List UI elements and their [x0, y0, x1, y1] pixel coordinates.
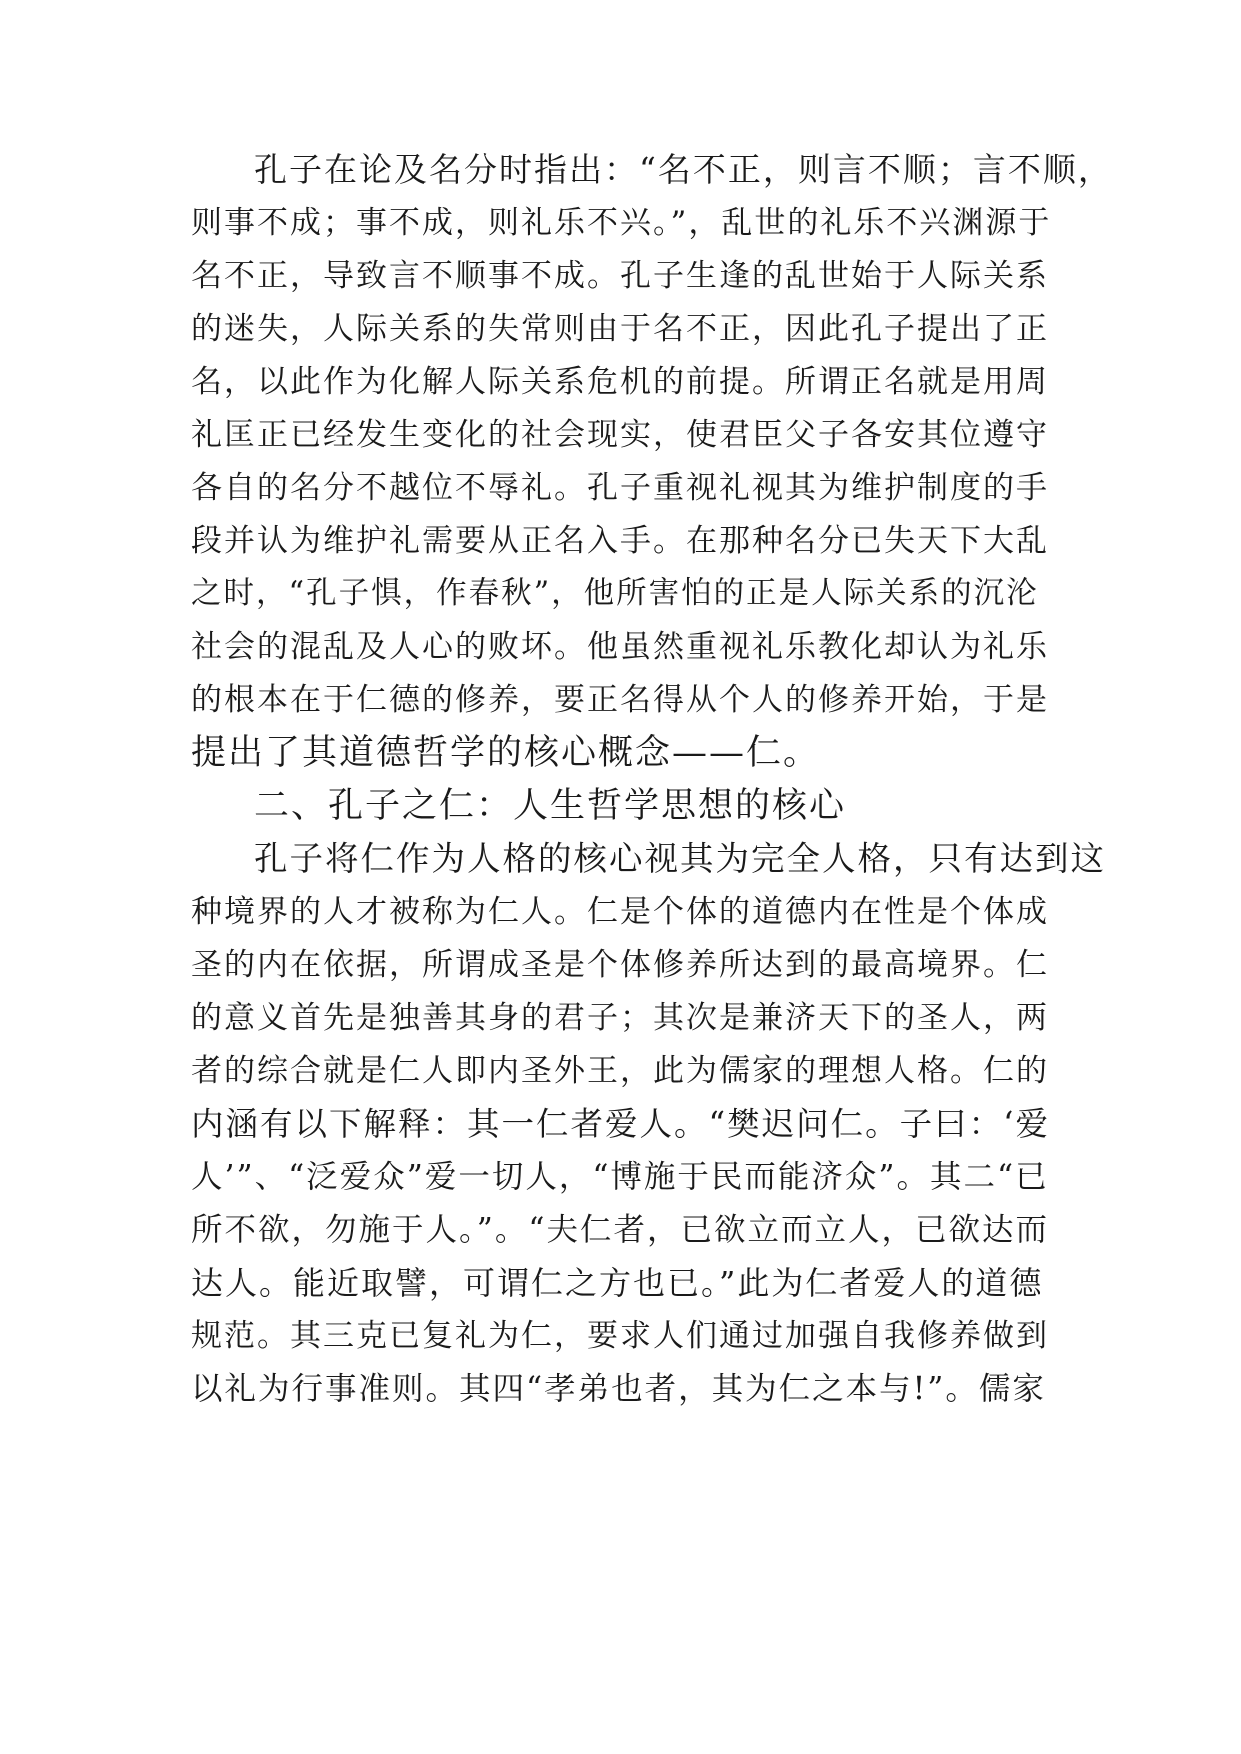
- paragraph-1-line-1: 孔子在论及名分时指出：“名不正，则言不顺；言不顺，: [254, 150, 1113, 189]
- paragraph-2-line-11: 以礼为行事准则。其四“孝弟也者，其为仁之本与!”。儒家: [191, 1371, 1046, 1407]
- paragraph-1-line-10: 社会的混乱及人心的败坏。他虽然重视礼乐教化却认为礼乐: [191, 629, 1049, 665]
- paragraph-1-line-8: 段并认为维护礼需要从正名入手。在那种名分已失天下大乱: [191, 523, 1049, 559]
- paragraph-2-line-10: 规范。其三克已复礼为仁，要求人们通过加强自我修养做到: [191, 1318, 1049, 1354]
- paragraph-2-line-7: 人’”、“泛爱众”爱一切人，“博施于民而能济众”。其二“已: [191, 1159, 1049, 1195]
- paragraph-2-line-6: 内涵有以下解释：其一仁者爱人。“樊迟问仁。子曰：‘爱: [191, 1105, 1050, 1143]
- paragraph-1-line-12: 提出了其道德哲学的核心概念——仁。: [191, 733, 821, 773]
- paragraph-2-line-5: 者的综合就是仁人即内圣外王，此为儒家的理想人格。仁的: [191, 1053, 1049, 1089]
- paragraph-2-line-9: 达人。能近取譬，可谓仁之方也已。”此为仁者爱人的道德: [191, 1264, 1044, 1302]
- paragraph-1-line-9: 之时，“孔子惧，作春秋”，他所害怕的正是人际关系的沉沦: [191, 576, 1039, 611]
- paragraph-1-line-7: 各自的名分不越位不辱礼。孔子重视礼视其为维护制度的手: [191, 470, 1049, 506]
- paragraph-1-line-5: 名，以此作为化解人际关系危机的前提。所谓正名就是用周: [191, 364, 1049, 400]
- section-heading: 二、孔子之仁：人生哲学思想的核心: [254, 786, 847, 826]
- paragraph-2-line-4: 的意义首先是独善其身的君子；其次是兼济天下的圣人，两: [191, 1000, 1049, 1036]
- paragraph-2-line-1: 孔子将仁作为人格的核心视其为完全人格，只有达到这: [254, 839, 1106, 878]
- paragraph-1-line-6: 礼匡正已经发生变化的社会现实，使君臣父子各安其位遵守: [191, 417, 1049, 453]
- paragraph-2-line-8: 所不欲，勿施于人。”。“夫仁者，已欲立而立人，已欲达而: [191, 1212, 1049, 1248]
- paragraph-1-line-11: 的根本在于仁德的修养，要正名得从个人的修养开始，于是: [191, 682, 1049, 718]
- paragraph-2-line-3: 圣的内在依据，所谓成圣是个体修养所达到的最高境界。仁: [191, 947, 1049, 983]
- paragraph-1-line-3: 名不正，导致言不顺事不成。孔子生逢的乱世始于人际关系: [191, 258, 1049, 294]
- paragraph-1-line-4: 的迷失，人际关系的失常则由于名不正，因此孔子提出了正: [191, 311, 1049, 347]
- paragraph-1-line-2: 则事不成；事不成，则礼乐不兴。”，乱世的礼乐不兴渊源于: [191, 205, 1052, 241]
- paragraph-2-line-2: 种境界的人才被称为仁人。仁是个体的道德内在性是个体成: [191, 894, 1049, 930]
